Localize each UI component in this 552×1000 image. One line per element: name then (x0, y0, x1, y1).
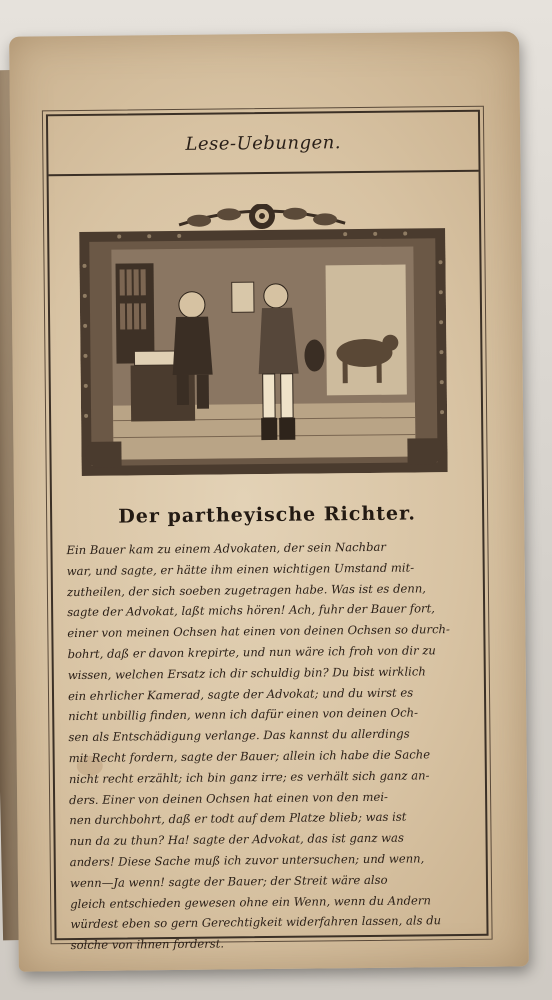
text-line: zutheilen, der sich soeben zugetragen habe. Was ist es denn, (66, 580, 427, 599)
page-border-frame (46, 110, 489, 953)
text-line: nun da zu thun? Ha! sagte der Advokat, das ist ganz was (69, 830, 404, 849)
text-line: sagte der Advokat, laßt michs hören! Ach, fuhr der Bauer fort, (67, 601, 435, 620)
text-line: Ein Bauer kam zu einem Advokaten, der sein Nachbar (66, 539, 387, 558)
text-line: würdest eben so gern Gerechtigkeit widerfahren lassen, als du (70, 913, 442, 932)
text-line: nicht recht erzählt; ich bin ganz irre; es verhält sich ganz an- (68, 768, 430, 786)
text-line: ders. Einer von deinen Ochsen hat einen von den mei- (69, 789, 388, 807)
text-line: wenn—Ja wenn! sagte der Bauer; der Streit wäre also (69, 872, 388, 890)
running-head-bar (48, 112, 479, 176)
text-line: sen als Entschädigung verlange. Das kannst du allerdings (68, 726, 410, 745)
book-page (9, 31, 529, 971)
text-line: solche von ihnen forderst. (70, 936, 225, 953)
text-line: einer von meinen Ochsen hat einen von deinen Ochsen so durch- (67, 622, 450, 641)
running-head: Lese-Uebungen. (185, 131, 342, 155)
text-line: gleich entschieden gewesen ohne ein Wenn, wenn du Andern (70, 892, 431, 911)
text-line: bohrt, daß er davon krepirte, und nun wäre ich froh von dir zu (67, 643, 436, 662)
text-line: war, und sagte, er hätte ihm einen wichtigen Umstand mit- (66, 560, 415, 578)
text-line: nen durchbohrt, daß er todt auf dem Platze blieb; was ist (69, 809, 407, 828)
text-line: anders! Diese Sache muß ich zuvor untersuchen; und wenn, (69, 851, 425, 870)
story-body (66, 536, 474, 956)
text-line: mit Recht fordern, sagte der Bauer; allein ich habe die Sache (68, 747, 431, 766)
story-title: Der partheyische Richter. (118, 502, 417, 528)
woodcut-illustration (79, 202, 448, 476)
text-line: ein ehrlicher Kamerad, sagte der Advokat; und du wirst es (67, 685, 414, 703)
floral-garland-ornament (179, 202, 345, 230)
text-line: nicht unbillig finden, wenn ich dafür einen von deinen Och- (68, 705, 419, 724)
text-line: wissen, welchen Ersatz ich dir schuldig bin? Du bist wirklich (67, 664, 426, 682)
